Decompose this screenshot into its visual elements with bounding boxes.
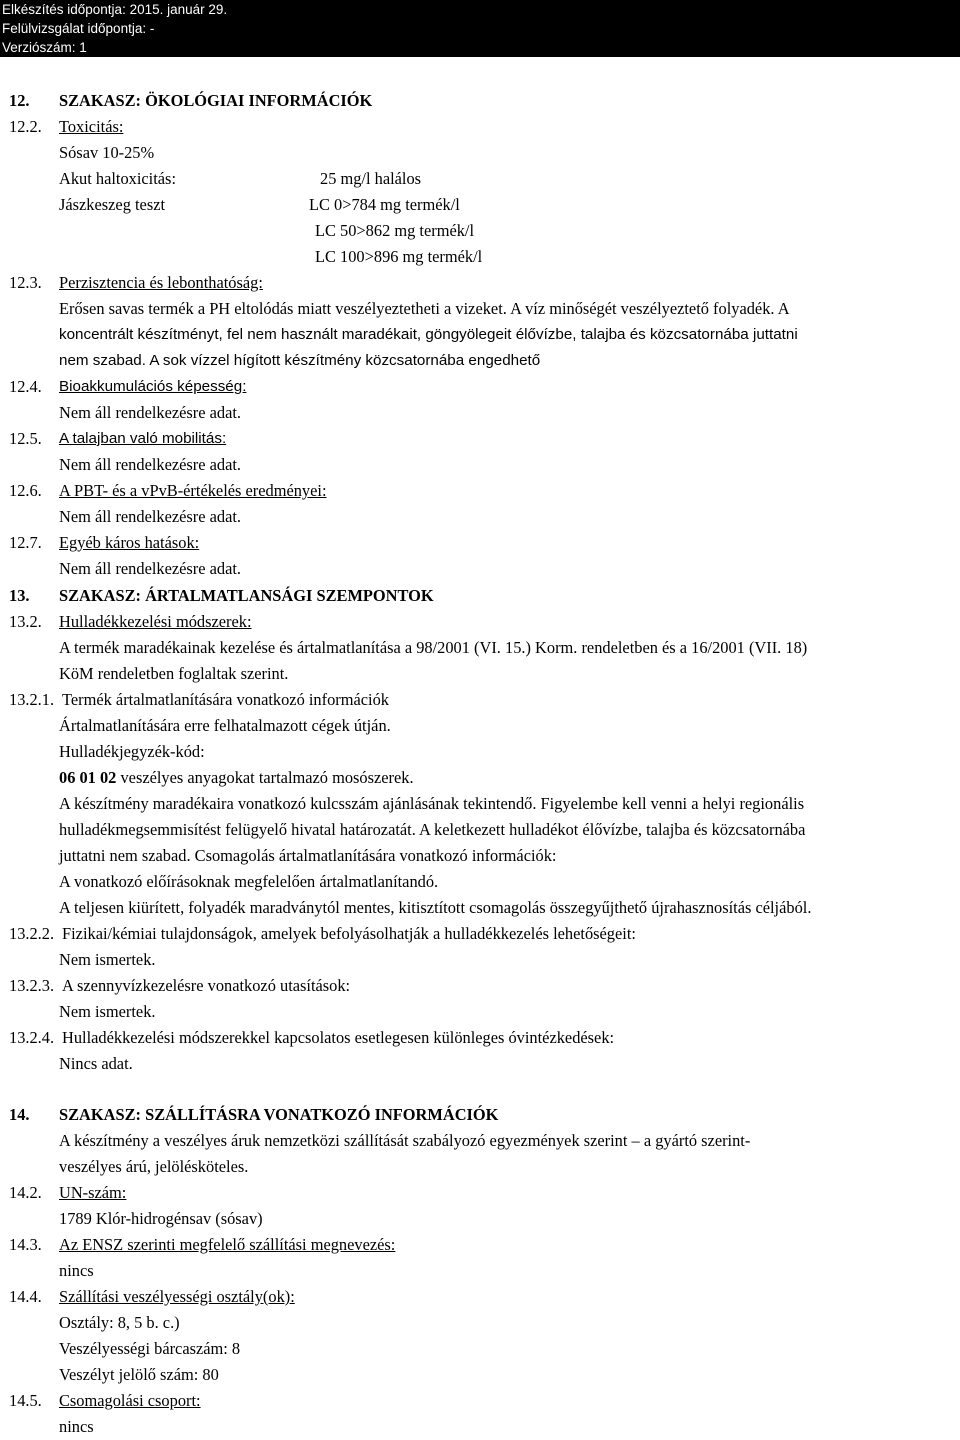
hazard-class-title: Szállítási veszélyességi osztály(ok): xyxy=(59,1287,295,1306)
subsection-13-2-4-title: Hulladékkezelési módszerekkel kapcsolatos esetlegesen különleges óvintézkedések: xyxy=(62,1028,615,1047)
disposal-text-8: A teljesen kiürített, folyadék maradványtól mentes, kitisztított csomagolás összegyűjthető újrahasznosítás céljából. xyxy=(59,898,812,917)
lc0-value: LC 0>784 mg termék/l xyxy=(309,195,460,214)
subsection-12-5-number: 12.5. xyxy=(9,429,42,448)
section-14-title: SZAKASZ: SZÁLLÍTÁSRA VONATKOZÓ INFORMÁCIÓK xyxy=(59,1105,499,1124)
persistence-text-2: koncentrált készítményt, fel nem használt maradékait, göngyölegeit élővízbe, talajba és közcsatornába juttatni xyxy=(59,326,798,343)
waste-code: 06 01 02 xyxy=(59,768,117,787)
subsection-13-2-number: 13.2. xyxy=(9,612,42,631)
revision-date: Felülvizsgálat időpontja: - xyxy=(2,21,155,36)
shipping-name-value: nincs xyxy=(59,1261,94,1280)
acute-fish-toxicity-value: 25 mg/l halálos xyxy=(320,169,422,188)
bioaccumulation-title: Bioakkumulációs képesség: xyxy=(59,378,247,395)
subsection-13-2-1-number: 13.2.1. xyxy=(9,690,55,709)
disposal-text-4: A készítmény maradékaira vonatkozó kulcsszám ajánlásának tekintendő. Figyelembe kell venni a helyi regionális xyxy=(59,794,805,813)
persistence-title: Perzisztencia és lebonthatóság: xyxy=(59,273,263,292)
subsection-13-2-2-value: Nem ismertek. xyxy=(59,950,156,969)
other-effects-text: Nem áll rendelkezésre adat. xyxy=(59,559,242,578)
subsection-13-2-3-number: 13.2.3. xyxy=(9,976,55,995)
disposal-text-7: A vonatkozó előírásoknak megfelelően ártalmatlanítandó. xyxy=(59,872,439,891)
subsection-13-2-3-title: A szennyvízkezelésre vonatkozó utasítások: xyxy=(62,976,351,995)
waste-methods-title: Hulladékkezelési módszerek: xyxy=(59,612,252,631)
mobility-text: Nem áll rendelkezésre adat. xyxy=(59,455,242,474)
subsection-12-3-number: 12.3. xyxy=(9,273,42,292)
substance-name: Sósav 10-25% xyxy=(59,143,155,162)
transport-intro-2: veszélyes árú, jelölésköteles. xyxy=(59,1157,249,1176)
packing-group-title: Csomagolási csoport: xyxy=(59,1391,201,1410)
other-effects-title: Egyéb káros hatások: xyxy=(59,533,200,552)
un-number-value: 1789 Klór-hidrogénsav (sósav) xyxy=(59,1209,263,1228)
subsection-13-2-4-number: 13.2.4. xyxy=(9,1028,55,1047)
hazard-identification-number: Veszélyt jelölő szám: 80 xyxy=(59,1365,219,1384)
test-label: Jászkeszeg teszt xyxy=(59,195,166,214)
subsection-12-7-number: 12.7. xyxy=(9,533,42,552)
pbt-text: Nem áll rendelkezésre adat. xyxy=(59,507,242,526)
creation-date: Elkészítés időpontja: 2015. január 29. xyxy=(2,2,228,17)
lc50-value: LC 50>862 mg termék/l xyxy=(315,221,475,240)
document-header xyxy=(0,0,960,57)
waste-code-label: Hulladékjegyzék-kód: xyxy=(59,742,205,761)
packing-group-value: nincs xyxy=(59,1417,94,1436)
transport-intro-1: A készítmény a veszélyes áruk nemzetközi szállítását szabályozó egyezmények szerint – a gyártó szerint- xyxy=(59,1131,751,1150)
disposal-text-5: hulladékmegsemmisítést felügyelő hivatal határozatát. A keletkezett hulladékot élővízbe, talajba és közcsatornába xyxy=(59,820,806,839)
subsection-13-2-4-value: Nincs adat. xyxy=(59,1054,133,1073)
waste-methods-text-1: A termék maradékainak kezelése és ártalmatlanítása a 98/2001 (VI. 15.) Korm. rendeletben és a 16/2001 (VII. 18) xyxy=(59,638,808,657)
subsection-12-6-number: 12.6. xyxy=(9,481,42,500)
subsection-13-2-2-number: 13.2.2. xyxy=(9,924,55,943)
subsection-13-2-1-title: Termék ártalmatlanítására vonatkozó információk xyxy=(62,690,389,709)
un-number-title: UN-szám: xyxy=(59,1183,127,1202)
disposal-text-6: juttatni nem szabad. Csomagolás ártalmatlanítására vonatkozó információk: xyxy=(59,846,557,865)
toxicity-title: Toxicitás: xyxy=(59,117,124,136)
persistence-text-3: nem szabad. A sok vízzel hígított készítmény közcsatornába engedhető xyxy=(59,352,541,369)
waste-code-line: 06 01 02 veszélyes anyagokat tartalmazó mosószerek. xyxy=(59,768,414,787)
section-12-title: SZAKASZ: ÖKOLÓGIAI INFORMÁCIÓK xyxy=(59,91,373,110)
subsection-13-2-2-title: Fizikai/kémiai tulajdonságok, amelyek befolyásolhatják a hulladékkezelés lehetőségeit: xyxy=(62,924,636,943)
hazard-label-number: Veszélyességi bárcaszám: 8 xyxy=(59,1339,241,1358)
acute-fish-toxicity-label: Akut haltoxicitás: xyxy=(59,169,176,188)
subsection-14-4-number: 14.4. xyxy=(9,1287,42,1306)
subsection-13-2-3-value: Nem ismertek. xyxy=(59,1002,156,1021)
subsection-12-2-number: 12.2. xyxy=(9,117,42,136)
pbt-title: A PBT- és a vPvB-értékelés eredményei: xyxy=(59,481,327,500)
version-number: Verziószám: 1 xyxy=(2,40,87,55)
subsection-12-4-number: 12.4. xyxy=(9,377,42,396)
subsection-14-5-number: 14.5. xyxy=(9,1391,42,1410)
section-13-title: SZAKASZ: ÁRTALMATLANSÁGI SZEMPONTOK xyxy=(59,586,434,605)
lc100-value: LC 100>896 mg termék/l xyxy=(315,247,483,266)
hazard-class-value: Osztály: 8, 5 b. c.) xyxy=(59,1313,180,1332)
shipping-name-title: Az ENSZ szerinti megfelelő szállítási megnevezés: xyxy=(59,1235,396,1254)
waste-methods-text-2: KöM rendeletben foglaltak szerint. xyxy=(59,664,289,683)
section-14-number: 14. xyxy=(9,1105,30,1124)
disposal-text-1: Ártalmatlanítására erre felhatalmazott cégek útján. xyxy=(59,716,391,735)
subsection-14-3-number: 14.3. xyxy=(9,1235,42,1254)
persistence-text-1: Erősen savas termék a PH eltolódás miatt veszélyeztetheti a vizeket. A víz minőségét veszélyeztető folyadék. A xyxy=(59,299,790,318)
mobility-title: A talajban való mobilitás: xyxy=(59,430,227,447)
subsection-14-2-number: 14.2. xyxy=(9,1183,42,1202)
section-13-number: 13. xyxy=(9,586,30,605)
section-12-number: 12. xyxy=(9,91,30,110)
bioaccumulation-text: Nem áll rendelkezésre adat. xyxy=(59,403,242,422)
